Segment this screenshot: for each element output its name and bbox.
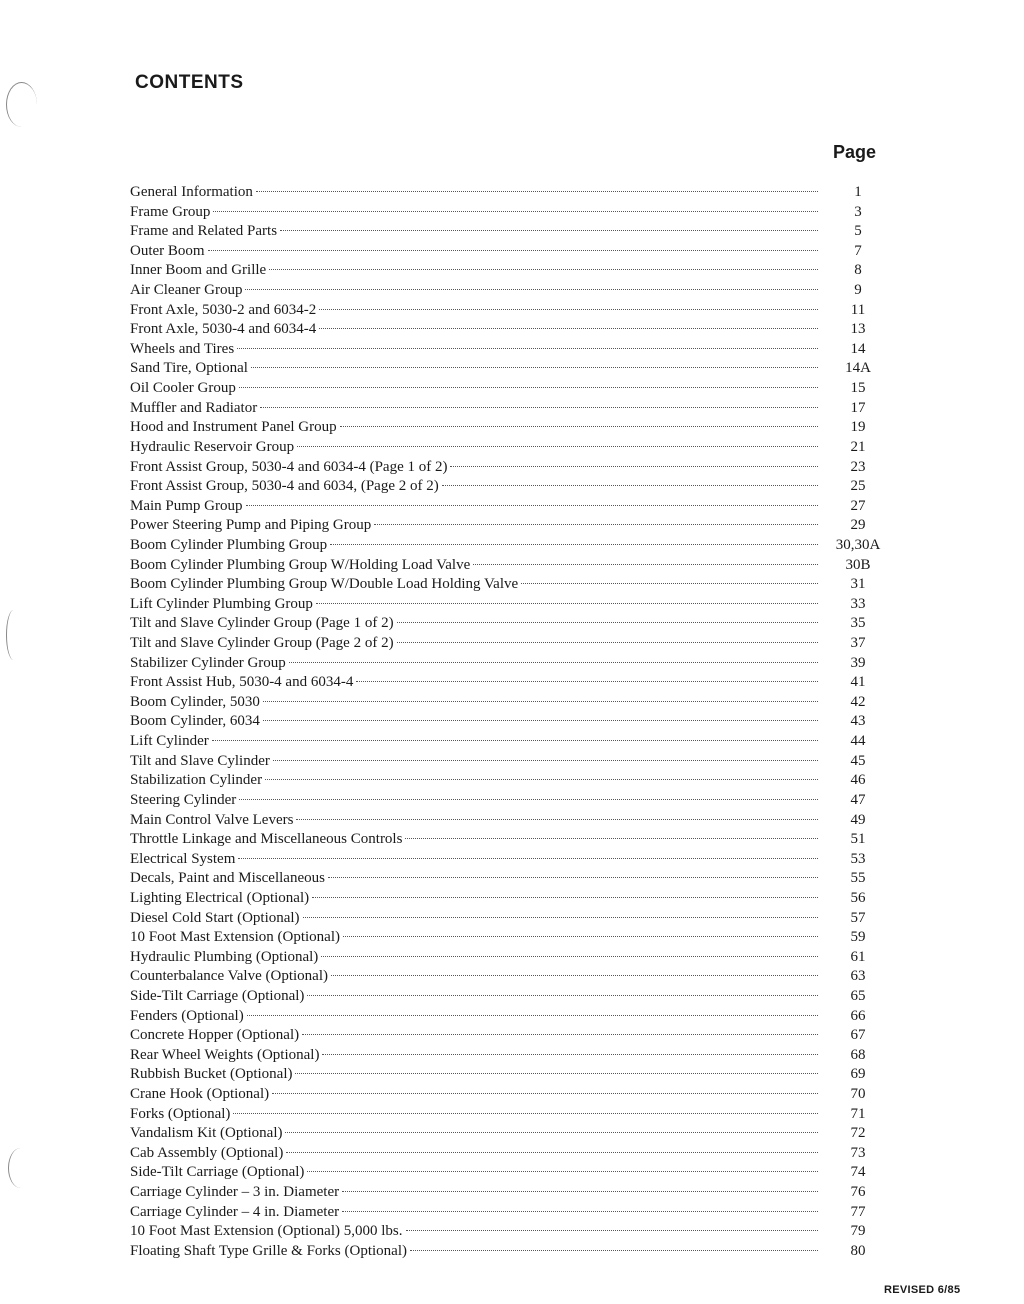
- toc-dot-leader: [356, 681, 818, 682]
- toc-entry: [130, 1124, 890, 1144]
- toc-entry-page: 80: [850, 1242, 866, 1259]
- toc-entry: [130, 850, 890, 870]
- toc-entry-title: Throttle Linkage and Miscellaneous Controls: [130, 831, 403, 848]
- toc-entry-title: Concrete Hopper (Optional): [130, 1027, 300, 1044]
- toc-entry-title: Boom Cylinder, 6034: [130, 713, 260, 730]
- revision-note: REVISED 6/85: [884, 1284, 961, 1296]
- toc-entry-page: 59: [850, 929, 866, 946]
- toc-dot-leader: [239, 387, 818, 388]
- toc-entry: [130, 1222, 890, 1242]
- toc-entry-page: 7: [854, 242, 862, 259]
- toc-dot-leader: [343, 936, 818, 937]
- toc-dot-leader: [319, 328, 818, 329]
- toc-dot-leader: [319, 309, 818, 310]
- toc-entry: [130, 889, 890, 909]
- toc-dot-leader: [322, 1054, 818, 1055]
- toc-entry-page: 3: [854, 203, 862, 220]
- toc-entry: [130, 1085, 890, 1105]
- toc-entry: [130, 458, 890, 478]
- toc-entry: [130, 967, 890, 987]
- toc-entry-title: Forks (Optional): [130, 1105, 231, 1122]
- toc-entry-title: Rear Wheel Weights (Optional): [130, 1046, 320, 1063]
- toc-entry-page: 51: [850, 831, 866, 848]
- toc-entry-title: Main Control Valve Levers: [130, 811, 294, 828]
- toc-dot-leader: [273, 760, 818, 761]
- toc-entry-title: Boom Cylinder Plumbing Group W/Holding Load Valve: [130, 556, 471, 573]
- toc-entry-title: Frame and Related Parts: [130, 223, 278, 240]
- toc-entry-title: Hood and Instrument Panel Group: [130, 419, 337, 436]
- toc-entry: [130, 987, 890, 1007]
- toc-entry-page: 13: [850, 321, 866, 338]
- toc-dot-leader: [263, 701, 818, 702]
- toc-entry: [130, 771, 890, 791]
- toc-dot-leader: [331, 975, 818, 976]
- table-of-contents: [130, 183, 890, 1262]
- toc-entry-title: Vandalism Kit (Optional): [130, 1125, 283, 1142]
- toc-entry-title: Boom Cylinder Plumbing Group W/Double Load Holding Valve: [130, 576, 519, 593]
- toc-entry-page: 21: [850, 438, 866, 455]
- toc-entry-page: 49: [850, 811, 866, 828]
- toc-entry: [130, 203, 890, 223]
- toc-entry-page: 5: [854, 223, 862, 240]
- toc-entry-title: Carriage Cylinder – 4 in. Diameter: [130, 1203, 340, 1220]
- toc-entry: [130, 497, 890, 517]
- toc-entry: [130, 732, 890, 752]
- toc-entry-page: 42: [850, 693, 866, 710]
- toc-entry: [130, 301, 890, 321]
- toc-entry-page: 72: [850, 1125, 866, 1142]
- page-column-heading: Page: [833, 142, 877, 162]
- binder-mark-top: [6, 82, 37, 127]
- toc-dot-leader: [247, 1015, 818, 1016]
- toc-entry: [130, 1242, 890, 1262]
- toc-entry-title: Hydraulic Plumbing (Optional): [130, 948, 319, 965]
- toc-entry: [130, 830, 890, 850]
- toc-entry-title: Floating Shaft Type Grille & Forks (Optional): [130, 1242, 407, 1259]
- toc-entry-title: Muffler and Radiator: [130, 399, 258, 416]
- toc-entry: [130, 281, 890, 301]
- toc-dot-leader: [307, 995, 818, 996]
- binder-mark-middle: [6, 610, 21, 660]
- toc-entry: [130, 418, 890, 438]
- toc-entry: [130, 948, 890, 968]
- toc-dot-leader: [450, 466, 818, 467]
- toc-entry-title: Main Pump Group: [130, 497, 243, 514]
- toc-entry: [130, 634, 890, 654]
- toc-entry: [130, 1007, 890, 1027]
- toc-entry: [130, 1144, 890, 1164]
- toc-dot-leader: [312, 897, 818, 898]
- toc-dot-leader: [330, 544, 818, 545]
- toc-entry-page: 43: [850, 713, 866, 730]
- toc-entry: [130, 1183, 890, 1203]
- toc-entry: [130, 1026, 890, 1046]
- toc-entry-title: Fenders (Optional): [130, 1007, 244, 1024]
- toc-entry-page: 63: [850, 968, 866, 985]
- toc-entry-title: Stabilization Cylinder: [130, 772, 263, 789]
- toc-dot-leader: [473, 564, 818, 565]
- toc-entry-title: Tilt and Slave Cylinder Group (Page 2 of 2): [130, 635, 394, 652]
- toc-entry-page: 56: [850, 889, 866, 906]
- toc-entry-title: 10 Foot Mast Extension (Optional) 5,000 lbs.: [130, 1223, 403, 1240]
- toc-entry-page: 77: [850, 1203, 866, 1220]
- toc-entry-page: 11: [850, 301, 866, 318]
- toc-dot-leader: [405, 838, 818, 839]
- toc-entry: [130, 909, 890, 929]
- toc-entry-title: Side-Tilt Carriage (Optional): [130, 987, 305, 1004]
- toc-entry: [130, 340, 890, 360]
- toc-entry-title: Carriage Cylinder – 3 in. Diameter: [130, 1184, 340, 1201]
- toc-entry-title: 10 Foot Mast Extension (Optional): [130, 929, 340, 946]
- toc-dot-leader: [260, 407, 818, 408]
- toc-entry-page: 69: [850, 1066, 866, 1083]
- toc-dot-leader: [272, 1093, 818, 1094]
- toc-entry: [130, 752, 890, 772]
- toc-dot-leader: [289, 662, 818, 663]
- toc-entry-page: 37: [850, 635, 866, 652]
- toc-entry: [130, 869, 890, 889]
- toc-entry-title: Rubbish Bucket (Optional): [130, 1066, 293, 1083]
- toc-entry-title: Boom Cylinder, 5030: [130, 693, 260, 710]
- toc-dot-leader: [316, 603, 818, 604]
- toc-entry-title: Hydraulic Reservoir Group: [130, 438, 295, 455]
- toc-entry-title: Boom Cylinder Plumbing Group: [130, 536, 328, 553]
- toc-entry-page: 14: [850, 340, 866, 357]
- page-title: CONTENTS: [135, 72, 244, 93]
- toc-entry-page: 45: [850, 752, 866, 769]
- toc-entry-page: 25: [850, 478, 866, 495]
- toc-entry-page: 57: [850, 909, 866, 926]
- toc-entry-page: 53: [850, 850, 866, 867]
- toc-dot-leader: [397, 642, 818, 643]
- toc-entry-page: 41: [850, 674, 866, 691]
- toc-entry-title: Power Steering Pump and Piping Group: [130, 517, 372, 534]
- toc-entry: [130, 1105, 890, 1125]
- toc-dot-leader: [286, 1152, 818, 1153]
- toc-entry: [130, 556, 890, 576]
- toc-entry-title: Tilt and Slave Cylinder Group (Page 1 of 2): [130, 615, 394, 632]
- binder-mark-bottom: [8, 1148, 33, 1188]
- toc-dot-leader: [269, 269, 818, 270]
- toc-entry: [130, 928, 890, 948]
- toc-entry-page: 47: [850, 791, 866, 808]
- toc-dot-leader: [328, 877, 818, 878]
- toc-entry-page: 66: [850, 1007, 866, 1024]
- toc-entry-page: 15: [850, 380, 866, 397]
- toc-entry-page: 14A: [845, 360, 871, 377]
- toc-dot-leader: [280, 230, 818, 231]
- toc-entry-page: 17: [850, 399, 866, 416]
- toc-entry-page: 8: [854, 262, 862, 279]
- toc-entry-title: Sand Tire, Optional: [130, 360, 248, 377]
- toc-entry: [130, 1046, 890, 1066]
- toc-entry: [130, 183, 890, 203]
- toc-entry-page: 35: [850, 615, 866, 632]
- toc-entry-page: 55: [850, 870, 866, 887]
- toc-entry-title: Side-Tilt Carriage (Optional): [130, 1164, 305, 1181]
- toc-entry-title: Front Assist Group, 5030-4 and 6034-4 (Page 1 of 2): [130, 458, 448, 475]
- toc-dot-leader: [251, 367, 818, 368]
- toc-entry: [130, 654, 890, 674]
- toc-dot-leader: [397, 622, 818, 623]
- toc-dot-leader: [297, 446, 818, 447]
- toc-dot-leader: [442, 485, 818, 486]
- toc-dot-leader: [208, 250, 818, 251]
- toc-dot-leader: [285, 1132, 818, 1133]
- toc-entry-page: 68: [850, 1046, 866, 1063]
- toc-entry-title: Front Assist Hub, 5030-4 and 6034-4: [130, 674, 354, 691]
- toc-entry: [130, 222, 890, 242]
- toc-entry-page: 79: [850, 1223, 866, 1240]
- toc-entry-title: Stabilizer Cylinder Group: [130, 654, 286, 671]
- toc-dot-leader: [340, 426, 818, 427]
- toc-dot-leader: [321, 956, 818, 957]
- toc-entry-title: Electrical System: [130, 850, 236, 867]
- toc-dot-leader: [296, 819, 818, 820]
- toc-entry-page: 1: [854, 184, 862, 200]
- toc-entry-title: Counterbalance Valve (Optional): [130, 968, 328, 985]
- toc-entry-title: Cab Assembly (Optional): [130, 1144, 284, 1161]
- toc-entry-page: 23: [850, 458, 866, 475]
- toc-dot-leader: [374, 524, 818, 525]
- toc-entry-title: Outer Boom: [130, 242, 205, 259]
- toc-entry-page: 39: [850, 654, 866, 671]
- toc-dot-leader: [342, 1191, 818, 1192]
- toc-entry: [130, 1065, 890, 1085]
- toc-entry: [130, 242, 890, 262]
- toc-dot-leader: [246, 505, 819, 506]
- toc-entry: [130, 693, 890, 713]
- toc-dot-leader: [212, 740, 818, 741]
- toc-dot-leader: [307, 1171, 818, 1172]
- toc-entry-page: 65: [850, 987, 866, 1004]
- toc-entry-title: Front Axle, 5030-4 and 6034-4: [130, 321, 317, 338]
- toc-entry: [130, 1203, 890, 1223]
- toc-entry-page: 61: [850, 948, 866, 965]
- toc-entry: [130, 399, 890, 419]
- toc-entry-title: Crane Hook (Optional): [130, 1086, 270, 1103]
- toc-entry-page: 27: [850, 497, 866, 514]
- toc-entry-title: Lighting Electrical (Optional): [130, 889, 310, 906]
- toc-entry-page: 74: [850, 1164, 866, 1181]
- toc-entry-title: Tilt and Slave Cylinder: [130, 752, 270, 769]
- toc-entry-page: 73: [850, 1144, 866, 1161]
- toc-entry: [130, 1163, 890, 1183]
- toc-dot-leader: [256, 191, 818, 192]
- toc-entry-title: Wheels and Tires: [130, 340, 235, 357]
- toc-dot-leader: [263, 720, 818, 721]
- toc-entry: [130, 320, 890, 340]
- toc-entry-title: Lift Cylinder: [130, 733, 209, 750]
- toc-dot-leader: [245, 289, 818, 290]
- toc-dot-leader: [237, 348, 818, 349]
- toc-dot-leader: [302, 1034, 818, 1035]
- toc-entry-title: Front Axle, 5030-2 and 6034-2: [130, 301, 317, 318]
- toc-entry-page: 76: [850, 1184, 866, 1201]
- toc-dot-leader: [410, 1250, 818, 1251]
- toc-dot-leader: [521, 583, 818, 584]
- toc-dot-leader: [303, 917, 818, 918]
- toc-entry-page: 70: [850, 1086, 866, 1103]
- toc-entry: [130, 811, 890, 831]
- toc-entry: [130, 712, 890, 732]
- toc-dot-leader: [406, 1230, 819, 1231]
- toc-entry-page: 9: [854, 282, 862, 299]
- toc-entry-title: Air Cleaner Group: [130, 282, 243, 299]
- toc-entry: [130, 575, 890, 595]
- toc-entry-title: Front Assist Group, 5030-4 and 6034, (Page 2 of 2): [130, 478, 439, 495]
- toc-entry: [130, 614, 890, 634]
- toc-dot-leader: [239, 799, 818, 800]
- toc-entry-page: 33: [850, 595, 866, 612]
- toc-entry-title: Diesel Cold Start (Optional): [130, 909, 300, 926]
- toc-entry: [130, 791, 890, 811]
- toc-entry-page: 44: [850, 733, 866, 750]
- toc-entry-page: 31: [850, 576, 866, 593]
- toc-dot-leader: [238, 858, 818, 859]
- toc-entry-title: Lift Cylinder Plumbing Group: [130, 595, 313, 612]
- toc-entry-page: 67: [850, 1027, 866, 1044]
- toc-dot-leader: [233, 1113, 818, 1114]
- toc-entry: [130, 516, 890, 536]
- toc-entry: [130, 673, 890, 693]
- toc-entry-title: Oil Cooler Group: [130, 380, 236, 397]
- toc-entry: [130, 359, 890, 379]
- toc-entry-page: 71: [850, 1105, 866, 1122]
- toc-dot-leader: [295, 1073, 818, 1074]
- toc-entry-page: 29: [850, 517, 866, 534]
- toc-dot-leader: [213, 211, 818, 212]
- toc-entry-page: 30B: [845, 556, 871, 573]
- toc-entry-title: Inner Boom and Grille: [130, 262, 267, 279]
- toc-entry: [130, 379, 890, 399]
- toc-entry-title: General Information: [130, 184, 253, 200]
- toc-dot-leader: [342, 1211, 818, 1212]
- toc-entry-title: Steering Cylinder: [130, 791, 237, 808]
- toc-entry: [130, 477, 890, 497]
- toc-entry-page: 30,30A: [835, 536, 881, 553]
- toc-entry: [130, 536, 890, 556]
- toc-entry-title: Frame Group: [130, 203, 211, 220]
- toc-entry: [130, 438, 890, 458]
- toc-dot-leader: [265, 779, 818, 780]
- toc-entry-page: 19: [850, 419, 866, 436]
- toc-entry-page: 46: [850, 772, 866, 789]
- toc-entry-title: Decals, Paint and Miscellaneous: [130, 870, 325, 887]
- toc-entry: [130, 261, 890, 281]
- toc-entry: [130, 595, 890, 615]
